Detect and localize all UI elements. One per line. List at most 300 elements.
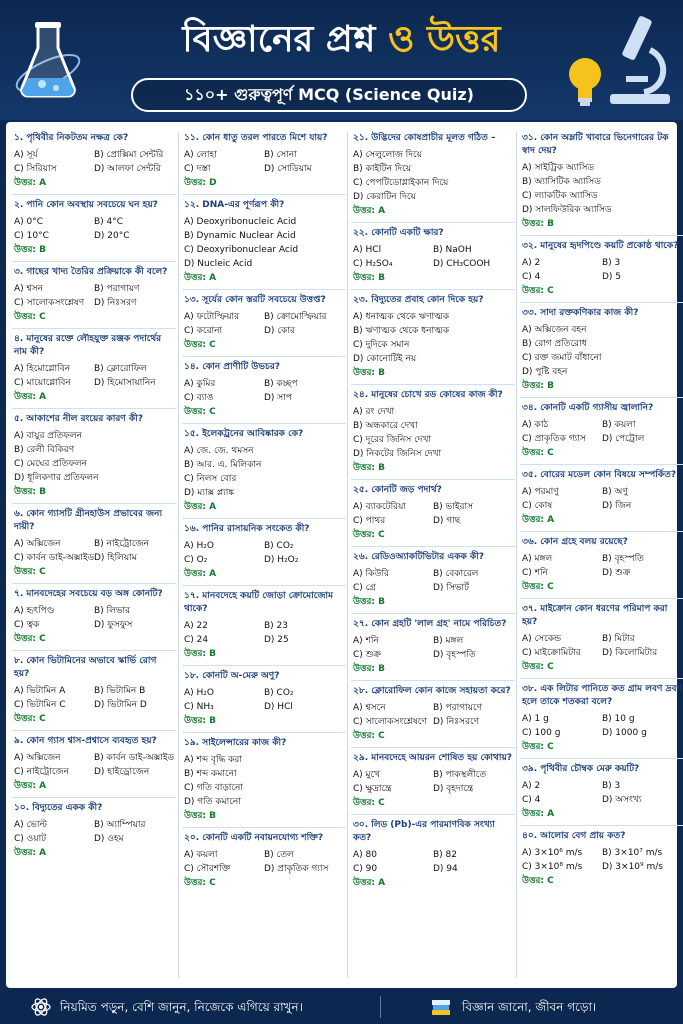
option-item: B) অ্যাম্পিয়ার <box>94 820 146 830</box>
option-item: D) অসংখ্য <box>602 795 642 805</box>
option-item: B) NaOH <box>433 245 472 255</box>
answer-label: উত্তর: B <box>14 245 46 255</box>
option-item: B) কচ্ছপ <box>264 379 298 389</box>
options-list <box>184 753 344 809</box>
options-list <box>522 846 682 874</box>
question-item <box>520 598 683 678</box>
footer-left-text: নিয়মিত পড়ুন, বেশি জানুন, নিজেকে এগিয়ে রাখুন। <box>60 1000 303 1014</box>
option-item: B) 3 <box>602 781 621 791</box>
options-list <box>522 161 682 217</box>
option-item: B) ক্লোরোফিল <box>94 364 147 374</box>
option-item: B) অ্যাসিটিক অ্যাসিড <box>522 177 601 187</box>
question-text: ৭. মানবদেহের সবচেয়ে বড় অঙ্গ কোনটি? <box>14 589 163 599</box>
question-item <box>520 531 683 598</box>
options-list <box>184 310 344 338</box>
answer-label: উত্তর: A <box>522 809 555 819</box>
option-item: A) মুখে <box>353 770 381 780</box>
options-list <box>353 405 513 461</box>
answer-label: উত্তর: C <box>14 567 46 577</box>
option-item: B) কয়লা <box>602 420 636 430</box>
option-item: B) বৃহস্পতি <box>602 554 644 564</box>
options-list <box>522 712 682 740</box>
options-list <box>522 632 682 660</box>
question-text: ১৯. সাইলেন্সারের কাজ কী? <box>184 738 287 748</box>
option-item: A) সেকেন্ড <box>522 634 562 644</box>
option-item: C) 4 <box>522 272 541 282</box>
options-list <box>14 215 174 243</box>
question-text: ৩৬. কোন গ্রহে বলয় রয়েছে? <box>522 537 628 547</box>
option-item: C) ভিটামিন C <box>14 700 66 710</box>
options-list <box>353 634 513 662</box>
question-text: ২৯. মানবদেহে আয়রন শোষিত হয় কোথায়? <box>353 753 513 763</box>
option-item: A) হৃৎপিণ্ড <box>14 606 55 616</box>
answer-label: উত্তর: B <box>353 664 385 674</box>
question-item <box>520 825 683 892</box>
question-text: ২৩. বিদ্যুতের প্রবাহ কোন দিকে হয়? <box>353 295 484 305</box>
microscope-icon <box>600 10 678 110</box>
question-item <box>520 128 683 235</box>
options-list <box>522 323 682 379</box>
option-item: A) কুমির <box>184 379 216 389</box>
answer-label: উত্তর: C <box>353 530 385 540</box>
answer-label: উত্তর: A <box>353 206 386 216</box>
question-item <box>520 302 683 397</box>
option-item: B) ভাইরাস <box>433 502 474 512</box>
question-panel <box>6 122 682 988</box>
option-item: B) মিটার <box>602 634 635 644</box>
option-item: C) কোষ <box>522 501 553 511</box>
answer-label: উত্তর: C <box>353 798 385 808</box>
option-item: D) গতি কমানো <box>184 797 241 807</box>
question-item <box>351 479 515 546</box>
options-list <box>522 418 682 446</box>
option-item: D) ধূলিকণার প্রতিফলন <box>14 473 99 483</box>
options-list <box>353 500 513 528</box>
answer-label: উত্তর: C <box>184 340 216 350</box>
option-item: B) আর. এ. মিলিকান <box>184 460 262 470</box>
option-item: D) বৃহদান্ত্রে <box>433 784 474 794</box>
option-item: A) ব্যাকটেরিয়া <box>353 502 407 512</box>
question-text: ১৫. ইলেকট্রনের আবিষ্কারক কে? <box>184 429 304 439</box>
option-item: B) তেল <box>264 850 294 860</box>
question-item <box>351 384 515 479</box>
option-item: B) বেকারেল <box>433 569 479 579</box>
option-item: D) নিকটের জিনিস দেখা <box>353 449 442 459</box>
option-item: A) সেলুলোজ দিয়ে <box>353 150 422 160</box>
subtitle-badge: ১১০+ গুরুত্বপূর্ণ MCQ (Science Quiz) <box>131 78 527 112</box>
option-item: D) 3×10⁹ m/s <box>602 862 663 872</box>
option-item: A) শ্বসনে <box>353 703 386 713</box>
options-list <box>353 243 513 271</box>
question-column-3 <box>351 128 515 986</box>
answer-label: উত্তর: B <box>353 273 385 283</box>
options-list <box>353 701 513 729</box>
option-item: D) সিভার্ট <box>433 583 470 593</box>
question-text: ১০. বিদ্যুতের একক কী? <box>14 803 103 813</box>
option-item: D) CH₃COOH <box>433 259 491 269</box>
answer-label: উত্তর: A <box>14 392 47 402</box>
question-column-2 <box>182 128 346 986</box>
answer-label: উত্তর: A <box>14 781 47 791</box>
option-item: D) সোডিয়াম <box>264 164 312 174</box>
option-item: A) মঙ্গল <box>522 554 553 564</box>
option-item: D) পেট্রোল <box>602 434 645 444</box>
option-item: C) H₂SO₄ <box>353 259 393 269</box>
option-item: A) কয়লা <box>184 850 218 860</box>
option-item: A) 0°C <box>14 217 44 227</box>
option-item: B) পরাগায়ণে <box>433 703 483 713</box>
question-item <box>12 650 176 730</box>
answer-label: উত্তর: A <box>522 515 555 525</box>
option-item: C) 90 <box>353 864 378 874</box>
option-item: A) ভোল্ট <box>14 820 47 830</box>
options-list <box>184 686 344 714</box>
option-item: D) কিলোমিটার <box>602 648 658 658</box>
question-item <box>351 222 515 289</box>
option-item: C) 4 <box>522 795 541 805</box>
option-item: B) 4°C <box>94 217 124 227</box>
question-item <box>351 747 515 814</box>
option-item: D) Nucleic Acid <box>184 259 253 269</box>
options-list <box>353 567 513 595</box>
question-item <box>351 289 515 384</box>
option-item: B) প্রোক্সিমা সেন্টরি <box>94 150 164 160</box>
option-item: A) অক্সিজেন <box>14 539 61 549</box>
question-item <box>182 289 346 356</box>
option-item: D) 5 <box>602 272 622 282</box>
option-item: B) Dynamic Nuclear Acid <box>184 231 296 241</box>
option-item: B) 82 <box>433 850 457 860</box>
options-list <box>14 684 174 712</box>
option-item: D) পুষ্টি বহন <box>522 367 568 377</box>
question-item <box>520 235 683 302</box>
option-item: B) সোনা <box>264 150 297 160</box>
option-item: D) শুক্র <box>602 568 631 578</box>
options-list <box>184 444 344 500</box>
question-item <box>182 518 346 585</box>
question-text: ১১. কোন ধাতু তরল পারতে মিশে যায়? <box>184 133 328 143</box>
option-item: D) গাছ <box>433 516 461 526</box>
option-item: B) 3×10⁷ m/s <box>602 848 663 858</box>
answer-label: উত্তর: C <box>522 582 554 592</box>
question-text: ১. পৃথিবীর নিকটতম নক্ষত্র কে? <box>14 133 129 143</box>
option-item: C) শনি <box>522 568 548 578</box>
question-text: ২. পানি কোন অবস্থায় সবচেয়ে ঘন হয়? <box>14 200 158 210</box>
page-title <box>100 6 583 74</box>
options-list <box>14 148 174 176</box>
option-item: C) প্রাকৃতিক গ্যাস <box>522 434 586 444</box>
question-item <box>351 613 515 680</box>
option-item: B) 10 g <box>602 714 635 724</box>
option-item: D) প্রাকৃতিক গ্যাস <box>264 864 329 874</box>
option-item: C) করোনা <box>184 326 223 336</box>
answer-label: উত্তর: C <box>184 407 216 417</box>
option-item: B) রেলী বিকিরণ <box>14 445 75 455</box>
option-item: D) ম্যাক্স প্ল্যাঙ্ক <box>184 488 234 498</box>
option-item: B) কার্বন ডাই-অক্সাইড <box>94 753 174 763</box>
option-item: C) ক্ষুদ্রান্ত্রে <box>353 784 392 794</box>
option-item: A) বায়ুর প্রতিফলন <box>14 431 82 441</box>
atom-icon <box>30 996 52 1018</box>
question-item <box>351 814 515 894</box>
option-item: A) 22 <box>184 621 208 631</box>
options-list <box>184 215 344 271</box>
option-item: A) জে. জে. থমসন <box>184 446 254 456</box>
question-text: ৩৮. এক লিটার পানিতে কত গ্রাম লবণ দ্রবণ হলে তাকে শতকরা বলে? <box>522 684 682 707</box>
option-item: A) H₂O <box>184 541 214 551</box>
question-text: ৩৪. কোনটি একটি গ্যাসীয় জ্বালানি? <box>522 403 654 413</box>
option-item: C) মায়োগ্লোবিন <box>14 378 71 388</box>
option-item: C) সৌরশক্তি <box>184 864 231 874</box>
question-text: ২৫. কোনটি জড় পদার্থ? <box>353 485 442 495</box>
question-item <box>12 194 176 261</box>
question-text: ২৬. রেডিওঅ্যাকটিভিটার একক কী? <box>353 552 485 562</box>
question-text: ৩০. লিড (Pb)-এর পারমাণবিক সংখ্যা কত? <box>353 820 495 843</box>
option-item: A) 3×10⁶ m/s <box>522 848 583 858</box>
answer-label: উত্তর: C <box>14 634 46 644</box>
option-item: A) লোহা <box>184 150 217 160</box>
option-item: B) শব্দ কমানো <box>184 769 237 779</box>
question-text: ১২. DNA-এর পূর্ণরূপ কী? <box>184 200 285 210</box>
options-list <box>14 604 174 632</box>
option-item: C) দুদিকে সমান <box>353 340 410 350</box>
question-item <box>182 665 346 732</box>
option-item: D) সালফিউরিক অ্যাসিড <box>522 205 612 215</box>
answer-label: উত্তর: C <box>184 878 216 888</box>
option-item: B) ঋণাত্মক থেকে ধনাত্মক <box>353 326 450 336</box>
option-item: D) 25 <box>264 635 289 645</box>
question-item <box>182 423 346 518</box>
question-item <box>12 730 176 797</box>
option-item: A) HCl <box>353 245 382 255</box>
question-item <box>520 678 683 758</box>
option-item: C) মাইক্রোমিটার <box>522 648 581 658</box>
option-item: C) সালোকসংশ্লেষণে <box>353 717 427 727</box>
option-item: B) 23 <box>264 621 288 631</box>
options-list <box>353 148 513 204</box>
question-text: ২৮. ক্লোরোফিল কোন কাজে সহায়তা করে? <box>353 686 511 696</box>
option-item: B) 3 <box>602 258 621 268</box>
options-list <box>14 362 174 390</box>
option-item: A) 2 <box>522 781 541 791</box>
question-text: ১৮. কোনটি অ-মেরু অণু? <box>184 671 280 681</box>
option-item: D) কোনোটিই নয় <box>353 354 417 364</box>
option-item: B) কাইটিন দিয়ে <box>353 164 412 174</box>
question-item <box>12 328 176 408</box>
column-divider <box>347 132 348 978</box>
options-list <box>353 848 513 876</box>
option-item: A) H₂O <box>184 688 214 698</box>
question-text: ১৬. পানির রাসায়নিক সংকেত কী? <box>184 524 310 534</box>
option-item: D) সাপ <box>264 393 292 403</box>
question-text: ৬. কোন গ্যাসটি গ্রীনহাউস প্রভাবের জন্য দায়ী? <box>14 509 163 532</box>
options-list <box>14 282 174 310</box>
answer-label: উত্তর: A <box>184 569 217 579</box>
option-item: C) সিরিয়াস <box>14 164 57 174</box>
answer-label: উত্তর: C <box>522 448 554 458</box>
option-item: A) সূর্য <box>14 150 38 160</box>
question-text: ১৭. মানবদেহে কয়টি জোড়া ক্রোমোজোম থাকে? <box>184 591 334 614</box>
option-item: A) 1 g <box>522 714 549 724</box>
answer-label: উত্তর: C <box>522 662 554 672</box>
options-list <box>522 485 682 513</box>
question-item <box>182 128 346 194</box>
option-item: C) O₂ <box>184 555 208 565</box>
option-item: C) ল্যাকটিক অ্যাসিড <box>522 191 598 201</box>
question-column-1 <box>12 128 176 986</box>
option-item: A) ভিটামিন A <box>14 686 66 696</box>
answer-label: উত্তর: C <box>14 714 46 724</box>
answer-label: উত্তর: C <box>522 742 554 752</box>
answer-label: উত্তর: C <box>522 876 554 886</box>
options-list <box>14 751 174 779</box>
question-item <box>12 583 176 650</box>
option-item: A) অক্সিজেন <box>14 753 61 763</box>
column-divider <box>516 132 517 978</box>
question-item <box>520 397 683 464</box>
options-list <box>353 768 513 796</box>
option-item: D) বৃহস্পতি <box>433 650 476 660</box>
question-text: ২২. কোনটি একটি ক্ষার? <box>353 228 444 238</box>
question-item <box>351 680 515 747</box>
question-text: ৩৯. পৃথিবীর চৌম্বক মেরু কয়টি? <box>522 764 640 774</box>
option-item: C) 3×10⁸ m/s <box>522 862 583 872</box>
question-text: ২০. কোনটি একটি নবায়নযোগ্য শক্তি? <box>184 833 324 843</box>
question-item <box>351 128 515 222</box>
question-item <box>12 408 176 503</box>
option-item: D) জিন <box>602 501 632 511</box>
answer-label: উত্তর: C <box>353 731 385 741</box>
title-main: বিজ্ঞানের প্রশ্ন <box>182 19 376 60</box>
option-item: D) 1000 g <box>602 728 647 738</box>
option-item: D) আলফা সেন্টরি <box>94 164 161 174</box>
question-text: ১৩. সূর্যের কোন স্তরটি সবচেয়ে উত্তপ্ত? <box>184 295 326 305</box>
options-list <box>522 256 682 284</box>
question-text: ৩২. মানুষের হৃদপিণ্ডে কয়টি প্রকোষ্ঠ থাকে? <box>522 241 679 251</box>
answer-label: উত্তর: D <box>184 178 217 188</box>
books-icon <box>430 996 452 1018</box>
question-item <box>182 827 346 894</box>
option-item: B) নাইট্রোজেন <box>94 539 149 549</box>
footer-divider <box>380 996 381 1018</box>
option-item: A) সাইট্রিক অ্যাসিড <box>522 163 595 173</box>
option-item: C) NH₃ <box>184 702 214 712</box>
question-item <box>520 758 683 825</box>
option-item: C) পাথর <box>353 516 386 526</box>
answer-label: উত্তর: B <box>184 811 216 821</box>
footer-right-text: বিজ্ঞান জানো, জীবন গড়ো। <box>462 1000 597 1014</box>
question-text: ২৭. কোন গ্রহটি 'লাল গ্রহ' নামে পরিচিত? <box>353 619 507 629</box>
option-item: A) 80 <box>353 850 377 860</box>
options-list <box>184 377 344 405</box>
option-item: D) কোর <box>264 326 295 336</box>
options-list <box>353 310 513 366</box>
answer-label: উত্তর: B <box>14 487 46 497</box>
question-item <box>182 585 346 665</box>
option-item: A) রং দেখা <box>353 407 395 417</box>
options-list <box>184 148 344 176</box>
question-text: ২৪. মানুষের চোখে রড কোষের কাজ কী? <box>353 390 503 400</box>
answer-label: উত্তর: C <box>522 286 554 296</box>
option-item: A) কিউরি <box>353 569 389 579</box>
option-item: B) পরাগায়ণ <box>94 284 140 294</box>
option-item: D) কেরাটিন দিয়ে <box>353 192 416 202</box>
options-list <box>522 552 682 580</box>
option-item: C) 10°C <box>14 231 49 241</box>
question-text: ৮. কোন ভিটামিনের অভাবে স্কার্ভি রোগ হয়? <box>14 656 157 679</box>
option-item: D) ভিটামিন D <box>94 700 147 710</box>
options-list <box>184 539 344 567</box>
question-item <box>182 194 346 289</box>
answer-label: উত্তর: C <box>14 312 46 322</box>
question-item <box>351 546 515 613</box>
option-item: C) নিলস বোর <box>184 474 237 484</box>
option-item: C) গতি বাড়ানো <box>184 783 243 793</box>
option-item: D) ফুসফুস <box>94 620 133 630</box>
option-item: D) হাইড্রোজেন <box>94 767 150 777</box>
option-item: A) Deoxyribonucleic Acid <box>184 217 297 227</box>
answer-label: উত্তর: A <box>14 178 47 188</box>
question-text: ৩১. কোন অম্লটি খাবারে ভিনেগারের টক স্বাদ দেয়? <box>522 133 669 156</box>
options-list <box>522 779 682 807</box>
options-list <box>14 537 174 565</box>
option-item: C) সালোকসংশ্লেষণ <box>14 298 85 308</box>
option-item: B) রোগ প্রতিরোধ <box>522 339 587 349</box>
option-item: C) দূরের জিনিস দেখা <box>353 435 432 445</box>
option-item: C) 24 <box>184 635 209 645</box>
option-item: A) ফটোস্ফিয়ার <box>184 312 240 322</box>
answer-label: উত্তর: A <box>184 502 217 512</box>
option-item: C) রক্ত জমাট বাঁধানো <box>522 353 602 363</box>
flask-atom-icon <box>8 18 88 108</box>
question-text: ৩৭. মাইক্রোন কোন ধরণের পরিমাপ করা হয়? <box>522 604 668 627</box>
option-item: C) পেপটিডোগ্লাইকান দিয়ে <box>353 178 449 188</box>
question-text: ৫. আকাশের নীল রংয়ের কারণ কী? <box>14 414 143 424</box>
option-item: B) CO₂ <box>264 688 294 698</box>
answer-label: উত্তর: A <box>184 273 217 283</box>
question-text: ৩৩. সাদা রক্তকণিকার কাজ কী? <box>522 308 639 318</box>
answer-label: উত্তর: B <box>522 219 554 229</box>
option-item: D) 20°C <box>94 231 130 241</box>
question-text: ৪. মানুষের রক্তে লৌহযুক্ত রঞ্জক পদার্থের নাম কী? <box>14 334 162 357</box>
question-item <box>182 732 346 827</box>
option-item: D) হিমোসায়ানিন <box>94 378 156 388</box>
option-item: A) ধনাত্মক থেকে ঋণাত্মক <box>353 312 450 322</box>
options-list <box>14 429 174 485</box>
option-item: C) ত্বক <box>14 620 40 630</box>
option-item: B) অণু <box>602 487 628 497</box>
option-item: B) অন্ধকারে দেখা <box>353 421 418 431</box>
option-item: B) ক্রোমোস্ফিয়ার <box>264 312 327 322</box>
option-item: C) কার্বন ডাই-অক্সাইড <box>14 553 94 563</box>
answer-label: উত্তর: B <box>522 381 554 391</box>
question-item <box>12 503 176 583</box>
question-item <box>12 797 176 864</box>
option-item: D) নিঃসরণে <box>433 717 480 727</box>
question-item <box>12 128 176 194</box>
answer-label: উত্তর: B <box>353 368 385 378</box>
option-item: B) মঙ্গল <box>433 636 464 646</box>
option-item: D) H₂O₂ <box>264 555 299 565</box>
answer-label: উত্তর: A <box>14 848 47 858</box>
option-item: D) ওহম <box>94 834 124 844</box>
option-item: C) 100 g <box>522 728 561 738</box>
options-list <box>184 848 344 876</box>
option-item: A) শনি <box>353 636 379 646</box>
header <box>0 0 683 120</box>
question-item <box>182 356 346 423</box>
option-item: A) শ্বসন <box>14 284 43 294</box>
